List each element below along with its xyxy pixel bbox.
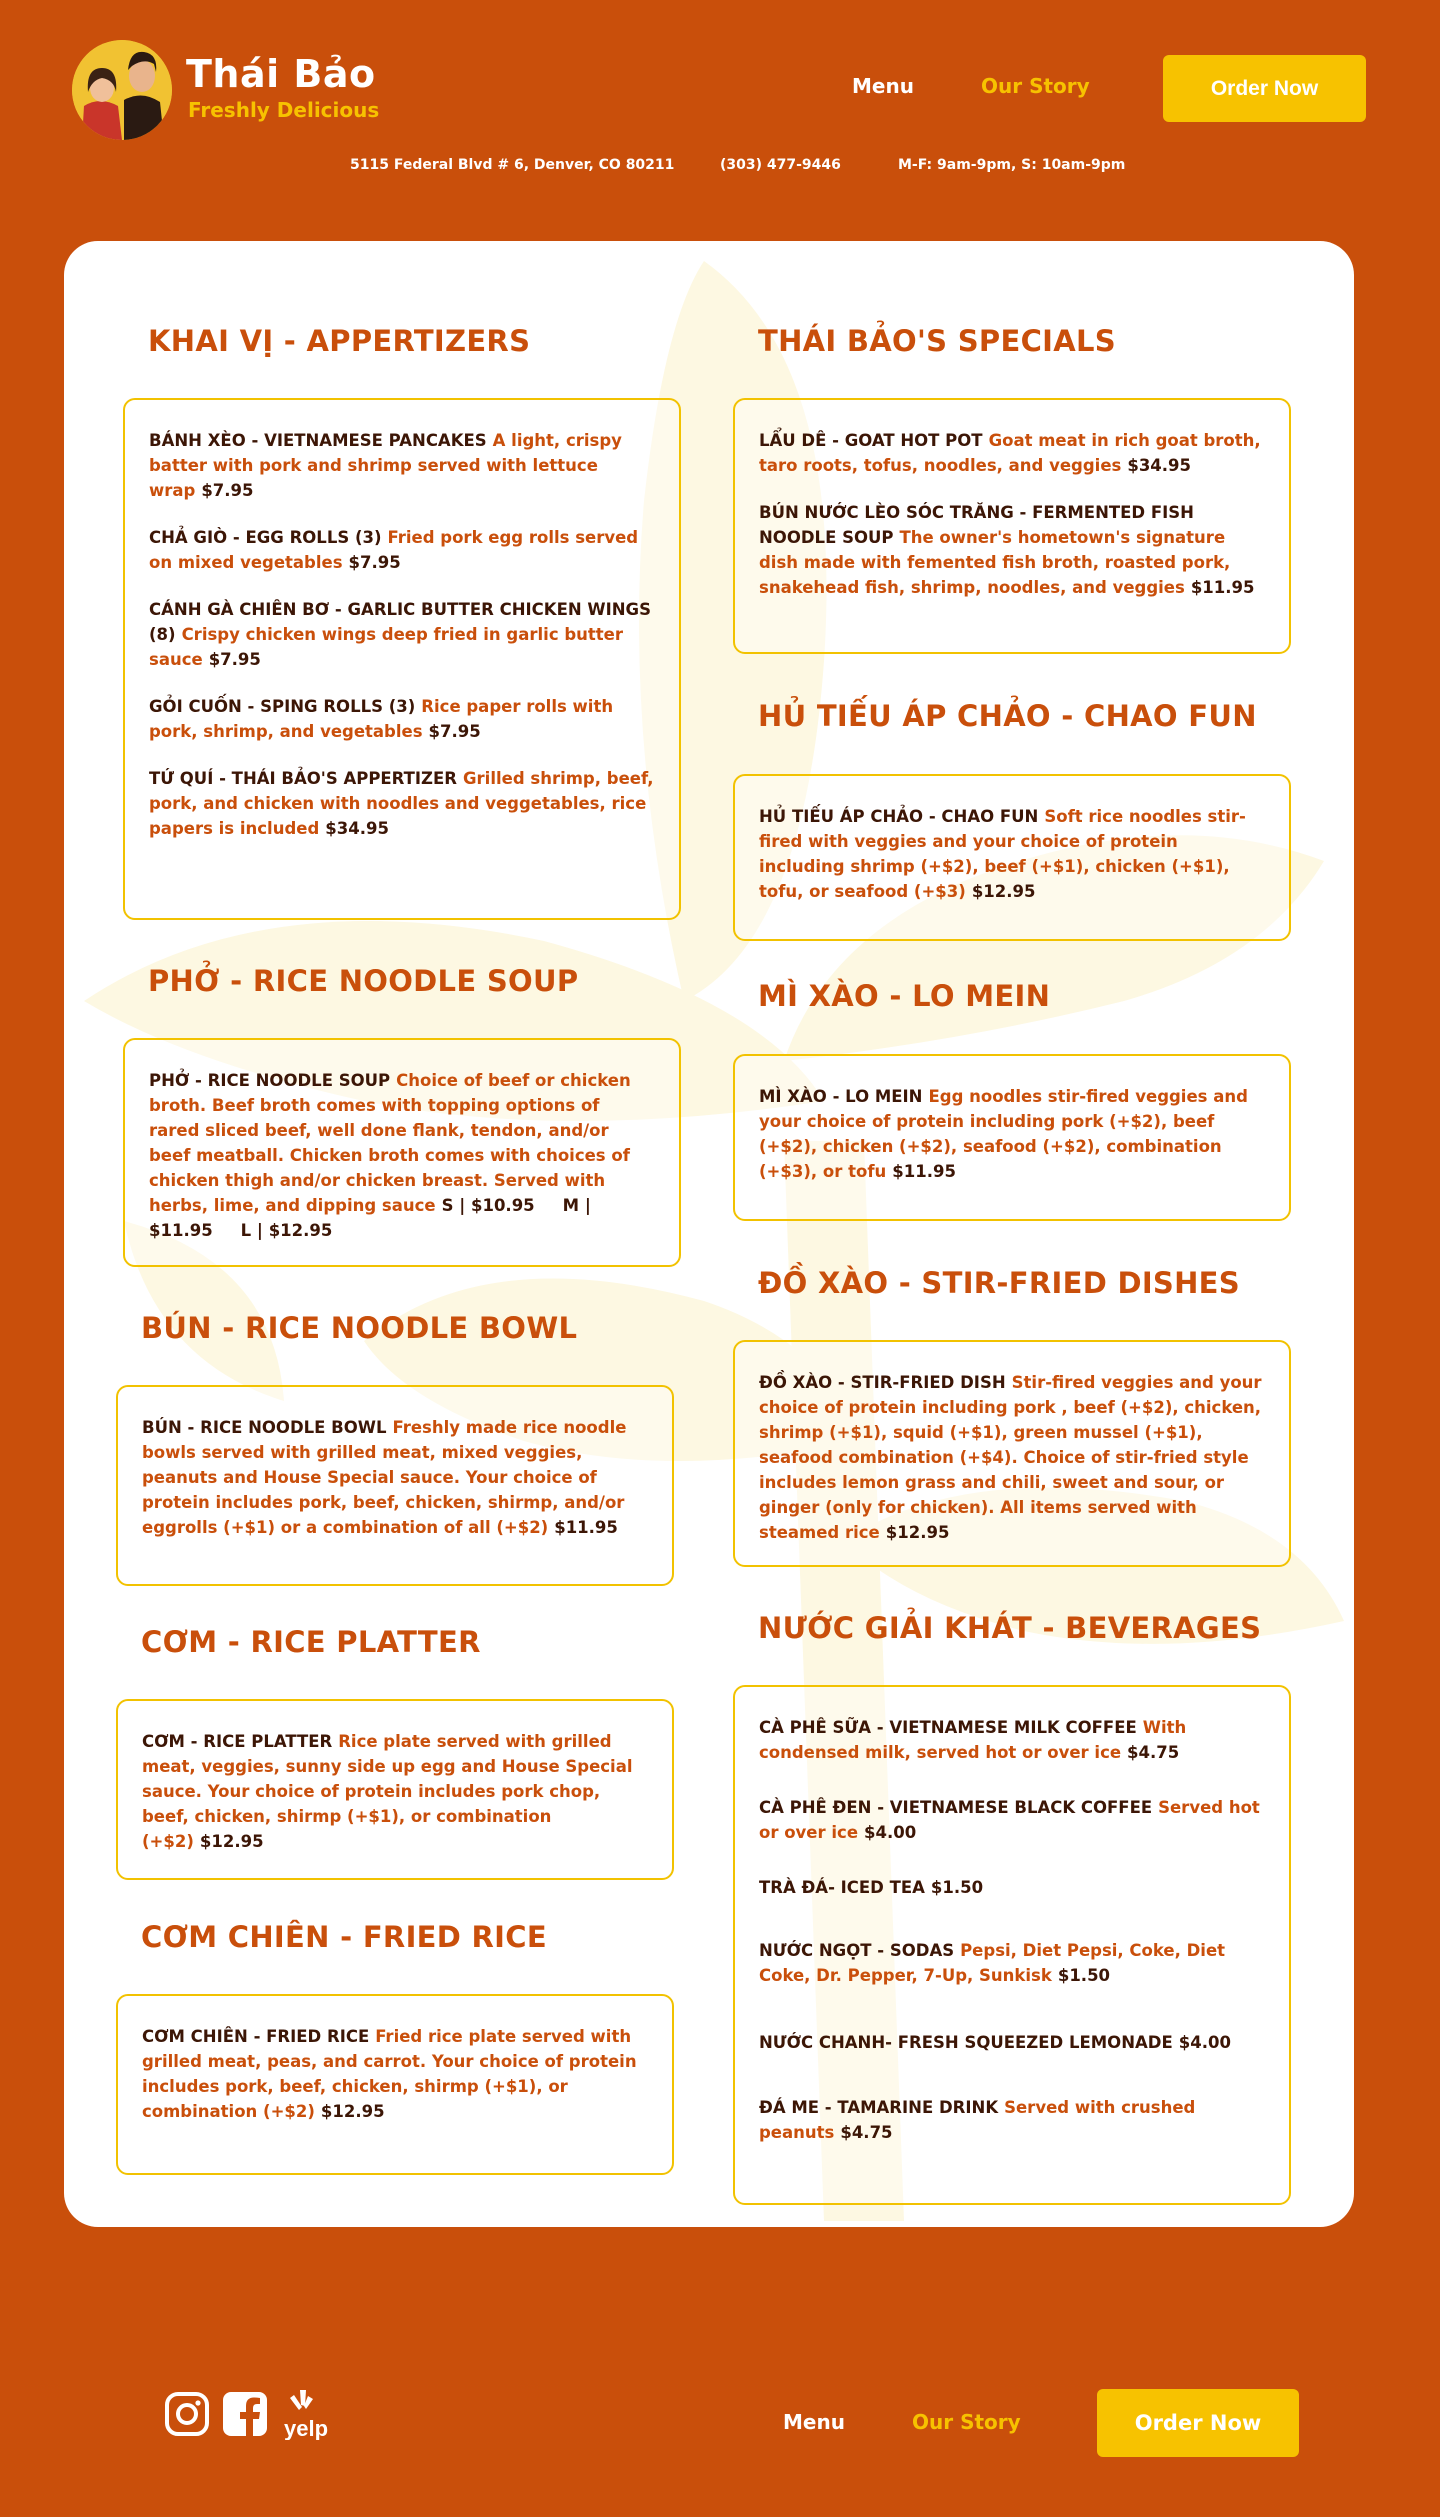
item-name: MÌ XÀO - LO MEIN xyxy=(759,1087,923,1106)
item-name: BÚN NƯỚC LÈO SÓC TRĂNG - FERMENTED FISH NOODLE SOUP xyxy=(759,503,1194,547)
com-title: CƠM - RICE PLATTER xyxy=(141,1625,481,1659)
item-price: $12.95 xyxy=(885,1523,950,1542)
pho-title: PHỞ - RICE NOODLE SOUP xyxy=(148,964,579,998)
menu-item xyxy=(759,1875,1265,1900)
item-price: $4.00 xyxy=(1178,2033,1231,2052)
item-price: $34.95 xyxy=(1127,456,1192,475)
menu-item xyxy=(149,766,655,841)
item-name: CƠM CHIÊN - FRIED RICE xyxy=(142,2027,370,2046)
item-price: $7.95 xyxy=(348,553,401,572)
chao-fun-title: HỦ TIẾU ÁP CHẢO - CHAO FUN xyxy=(758,699,1257,733)
menu-card xyxy=(64,241,1354,2227)
brand-name: Thái Bảo xyxy=(186,52,376,96)
item-desc: Fried rice plate served with grilled meat, peas, and carrot. Your choice of protein includes pork, beef, chicken, shirmp (+$1), or combination (+$2) xyxy=(142,2027,637,2121)
item-name: TỨ QUÍ - THÁI BẢO'S APPERTIZER xyxy=(149,769,457,788)
appetizers-title: KHAI VỊ - APPERTIZERS xyxy=(148,324,531,358)
menu-item xyxy=(759,1715,1265,1765)
menu-item xyxy=(759,1370,1265,1545)
item-desc: Stir-fired veggies and your choice of protein including pork , beef (+$2), chicken, shrimp (+$1), squid (+$1), green mussel (+$1), seafood combination (+$4). Choice of stir-fried style includes lemon grass and chili, sweet and sour, or ginger (only for chicken). All items served with steamed rice xyxy=(759,1373,1262,1542)
item-name: HỦ TIẾU ÁP CHẢO - CHAO FUN xyxy=(759,807,1039,826)
footer-menu-link[interactable]: Menu xyxy=(783,2410,845,2434)
item-desc: Rice plate served with grilled meat, veggies, sunny side up egg and House Special sauce. Your choice of protein includes pork chop, beef, chicken, shirmp (+$1), or combination (+$2) xyxy=(142,1732,633,1851)
item-desc: Soft rice noodles stir-fired with veggies and your choice of protein including shrimp (+$2), beef (+$1), chicken (+$1), tofu, or seafood (+$3) xyxy=(759,807,1246,901)
item-name: ĐỒ XÀO - STIR-FRIED DISH xyxy=(759,1373,1006,1392)
stir-fried-box xyxy=(733,1340,1291,1567)
item-price: $11.95 xyxy=(554,1518,618,1537)
item-name: TRÀ ĐÁ- ICED TEA xyxy=(759,1878,925,1897)
item-desc: Freshly made rice noodle bowls served with grilled meat, mixed veggies, peanuts and House Special sauce. Your choice of protein includes pork, beef, chicken, shirmp, and/or eggrolls (+$1) or a combination of all (+$2) xyxy=(142,1418,627,1537)
item-name: CƠM - RICE PLATTER xyxy=(142,1732,333,1751)
item-price: $7.95 xyxy=(208,650,261,669)
item-name: CÁNH GÀ CHIÊN BƠ - GARLIC BUTTER CHICKEN WINGS (8) xyxy=(149,600,651,644)
item-desc: Served with crushed peanuts xyxy=(759,2098,1196,2142)
menu-item xyxy=(759,1938,1265,1988)
footer-order-now-button[interactable]: Order Now xyxy=(1097,2389,1299,2457)
menu-item xyxy=(759,2095,1265,2145)
item-name: NƯỚC NGỌT - SODAS xyxy=(759,1941,955,1960)
item-price: $34.95 xyxy=(325,819,389,838)
item-desc: Egg noodles stir-fired veggies and your choice of protein including pork (+$2), beef (+$2), chicken (+$2), seafood (+$2), combination (+$3), or tofu xyxy=(759,1087,1248,1181)
menu-item xyxy=(142,1729,648,1854)
item-name: ĐÁ ME - TAMARINE DRINK xyxy=(759,2098,999,2117)
specials-box xyxy=(733,398,1291,654)
hours: M-F: 9am-9pm, S: 10am-9pm xyxy=(898,157,1126,173)
menu-item xyxy=(759,2030,1265,2055)
menu-item xyxy=(759,428,1265,478)
item-desc: Grilled shrimp, beef, pork, and chicken with noodles and veggetables, rice papers is included xyxy=(149,769,654,838)
beverages-box xyxy=(733,1685,1291,2205)
item-price: $11.95 xyxy=(1190,578,1255,597)
logo[interactable] xyxy=(72,40,412,140)
fried-rice-box xyxy=(116,1994,674,2175)
owners-avatar-icon xyxy=(72,40,172,140)
com-box xyxy=(116,1699,674,1880)
item-desc: With condensed milk, served hot or over ice xyxy=(759,1718,1187,1762)
item-price: $1.50 xyxy=(930,1878,984,1897)
yelp-wordmark: yelp xyxy=(284,2416,329,2440)
facebook-icon[interactable] xyxy=(222,2391,268,2441)
size-large-price: L | $12.95 xyxy=(240,1221,333,1240)
item-desc: The owner's hometown's signature dish made with femented fish broth, roasted pork, snakehead fish, shrimp, noodles, and veggies xyxy=(759,528,1231,597)
yelp-icon[interactable] xyxy=(282,2386,338,2444)
item-desc: Pepsi, Diet Pepsi, Coke, Diet Coke, Dr. Pepper, 7-Up, Sunkisk xyxy=(759,1941,1226,1985)
bun-box xyxy=(116,1385,674,1586)
beverages-title: NƯỚC GIẢI KHÁT - BEVERAGES xyxy=(758,1611,1262,1645)
lo-mein-box xyxy=(733,1054,1291,1221)
address: 5115 Federal Blvd # 6, Denver, CO 80211 xyxy=(350,157,675,173)
site-header xyxy=(0,0,1440,240)
item-price: $1.50 xyxy=(1057,1966,1111,1985)
item-price: $4.75 xyxy=(840,2123,893,2142)
item-desc: Fried pork egg rolls served on mixed vegetables xyxy=(149,528,639,572)
menu-item xyxy=(759,1084,1265,1184)
nav-menu-link[interactable]: Menu xyxy=(852,74,914,98)
item-name: LẨU DÊ - GOAT HOT POT xyxy=(759,431,983,450)
pho-box xyxy=(123,1038,681,1267)
item-name: NƯỚC CHANH- FRESH SQUEEZED LEMONADE xyxy=(759,2033,1173,2052)
menu-item xyxy=(149,525,655,575)
item-price: $12.95 xyxy=(199,1832,264,1851)
item-desc: Goat meat in rich goat broth, taro roots, tofus, noodles, and veggies xyxy=(759,431,1261,475)
nav-our-story-link[interactable]: Our Story xyxy=(981,74,1090,98)
item-desc: Choice of beef or chicken broth. Beef broth comes with topping options of rared sliced beef, well done flank, tendon, and/or beef meatball. Chicken broth comes with choices of chicken thigh and/or chicken breast. Served with herbs, lime, and dipping sauce xyxy=(149,1071,631,1215)
item-price: $11.95 xyxy=(892,1162,956,1181)
lo-mein-title: MÌ XÀO - LO MEIN xyxy=(758,979,1051,1013)
menu-item xyxy=(142,1415,648,1540)
item-name: CÀ PHÊ ĐEN - VIETNAMESE BLACK COFFEE xyxy=(759,1798,1153,1817)
item-price: $4.75 xyxy=(1127,1743,1180,1762)
menu-item xyxy=(149,428,655,503)
item-name: CÀ PHÊ SỮA - VIETNAMESE MILK COFFEE xyxy=(759,1718,1137,1737)
item-name: CHẢ GIÒ - EGG ROLLS (3) xyxy=(149,528,382,547)
specials-title: THÁI BẢO'S SPECIALS xyxy=(758,324,1116,358)
phone: (303) 477-9446 xyxy=(720,157,841,173)
item-price: $12.95 xyxy=(971,882,1036,901)
item-name: PHỞ - RICE NOODLE SOUP xyxy=(149,1071,391,1090)
item-price: $7.95 xyxy=(428,722,481,741)
menu-item xyxy=(759,804,1265,904)
order-now-button[interactable]: Order Now xyxy=(1163,55,1366,122)
appetizers-box xyxy=(123,398,681,920)
menu-item xyxy=(149,694,655,744)
site-footer xyxy=(0,2228,1440,2517)
menu-item xyxy=(149,1068,655,1243)
chao-fun-box xyxy=(733,774,1291,941)
item-price: $12.95 xyxy=(320,2102,385,2121)
brand-tagline: Freshly Delicious xyxy=(188,98,380,122)
item-price: $7.95 xyxy=(201,481,254,500)
item-desc: A light, crispy batter with pork and shrimp served with lettuce wrap xyxy=(149,431,622,500)
item-name: BÚN - RICE NOODLE BOWL xyxy=(142,1418,387,1437)
bun-title: BÚN - RICE NOODLE BOWL xyxy=(141,1311,578,1345)
menu-item xyxy=(759,1795,1265,1845)
footer-our-story-link[interactable]: Our Story xyxy=(912,2410,1021,2434)
menu-item xyxy=(759,500,1265,600)
fried-rice-title: CƠM CHIÊN - FRIED RICE xyxy=(141,1920,547,1954)
item-desc: Crispy chicken wings deep fried in garlic butter sauce xyxy=(149,625,624,669)
stir-fried-title: ĐỒ XÀO - STIR-FRIED DISHES xyxy=(758,1266,1240,1300)
menu-item xyxy=(142,2024,648,2124)
instagram-icon[interactable] xyxy=(164,2391,210,2441)
size-medium-price: M | $11.95 xyxy=(149,1196,591,1240)
item-desc: Served hot or over ice xyxy=(759,1798,1260,1842)
size-small-price: S | $10.95 xyxy=(441,1196,535,1215)
menu-item xyxy=(149,597,655,672)
item-desc: Rice paper rolls with pork, shrimp, and vegetables xyxy=(149,697,614,741)
item-price: $4.00 xyxy=(864,1823,917,1842)
item-name: GỎI CUỐN - SPING ROLLS (3) xyxy=(149,697,416,716)
item-name: BÁNH XÈO - VIETNAMESE PANCAKES xyxy=(149,431,487,450)
